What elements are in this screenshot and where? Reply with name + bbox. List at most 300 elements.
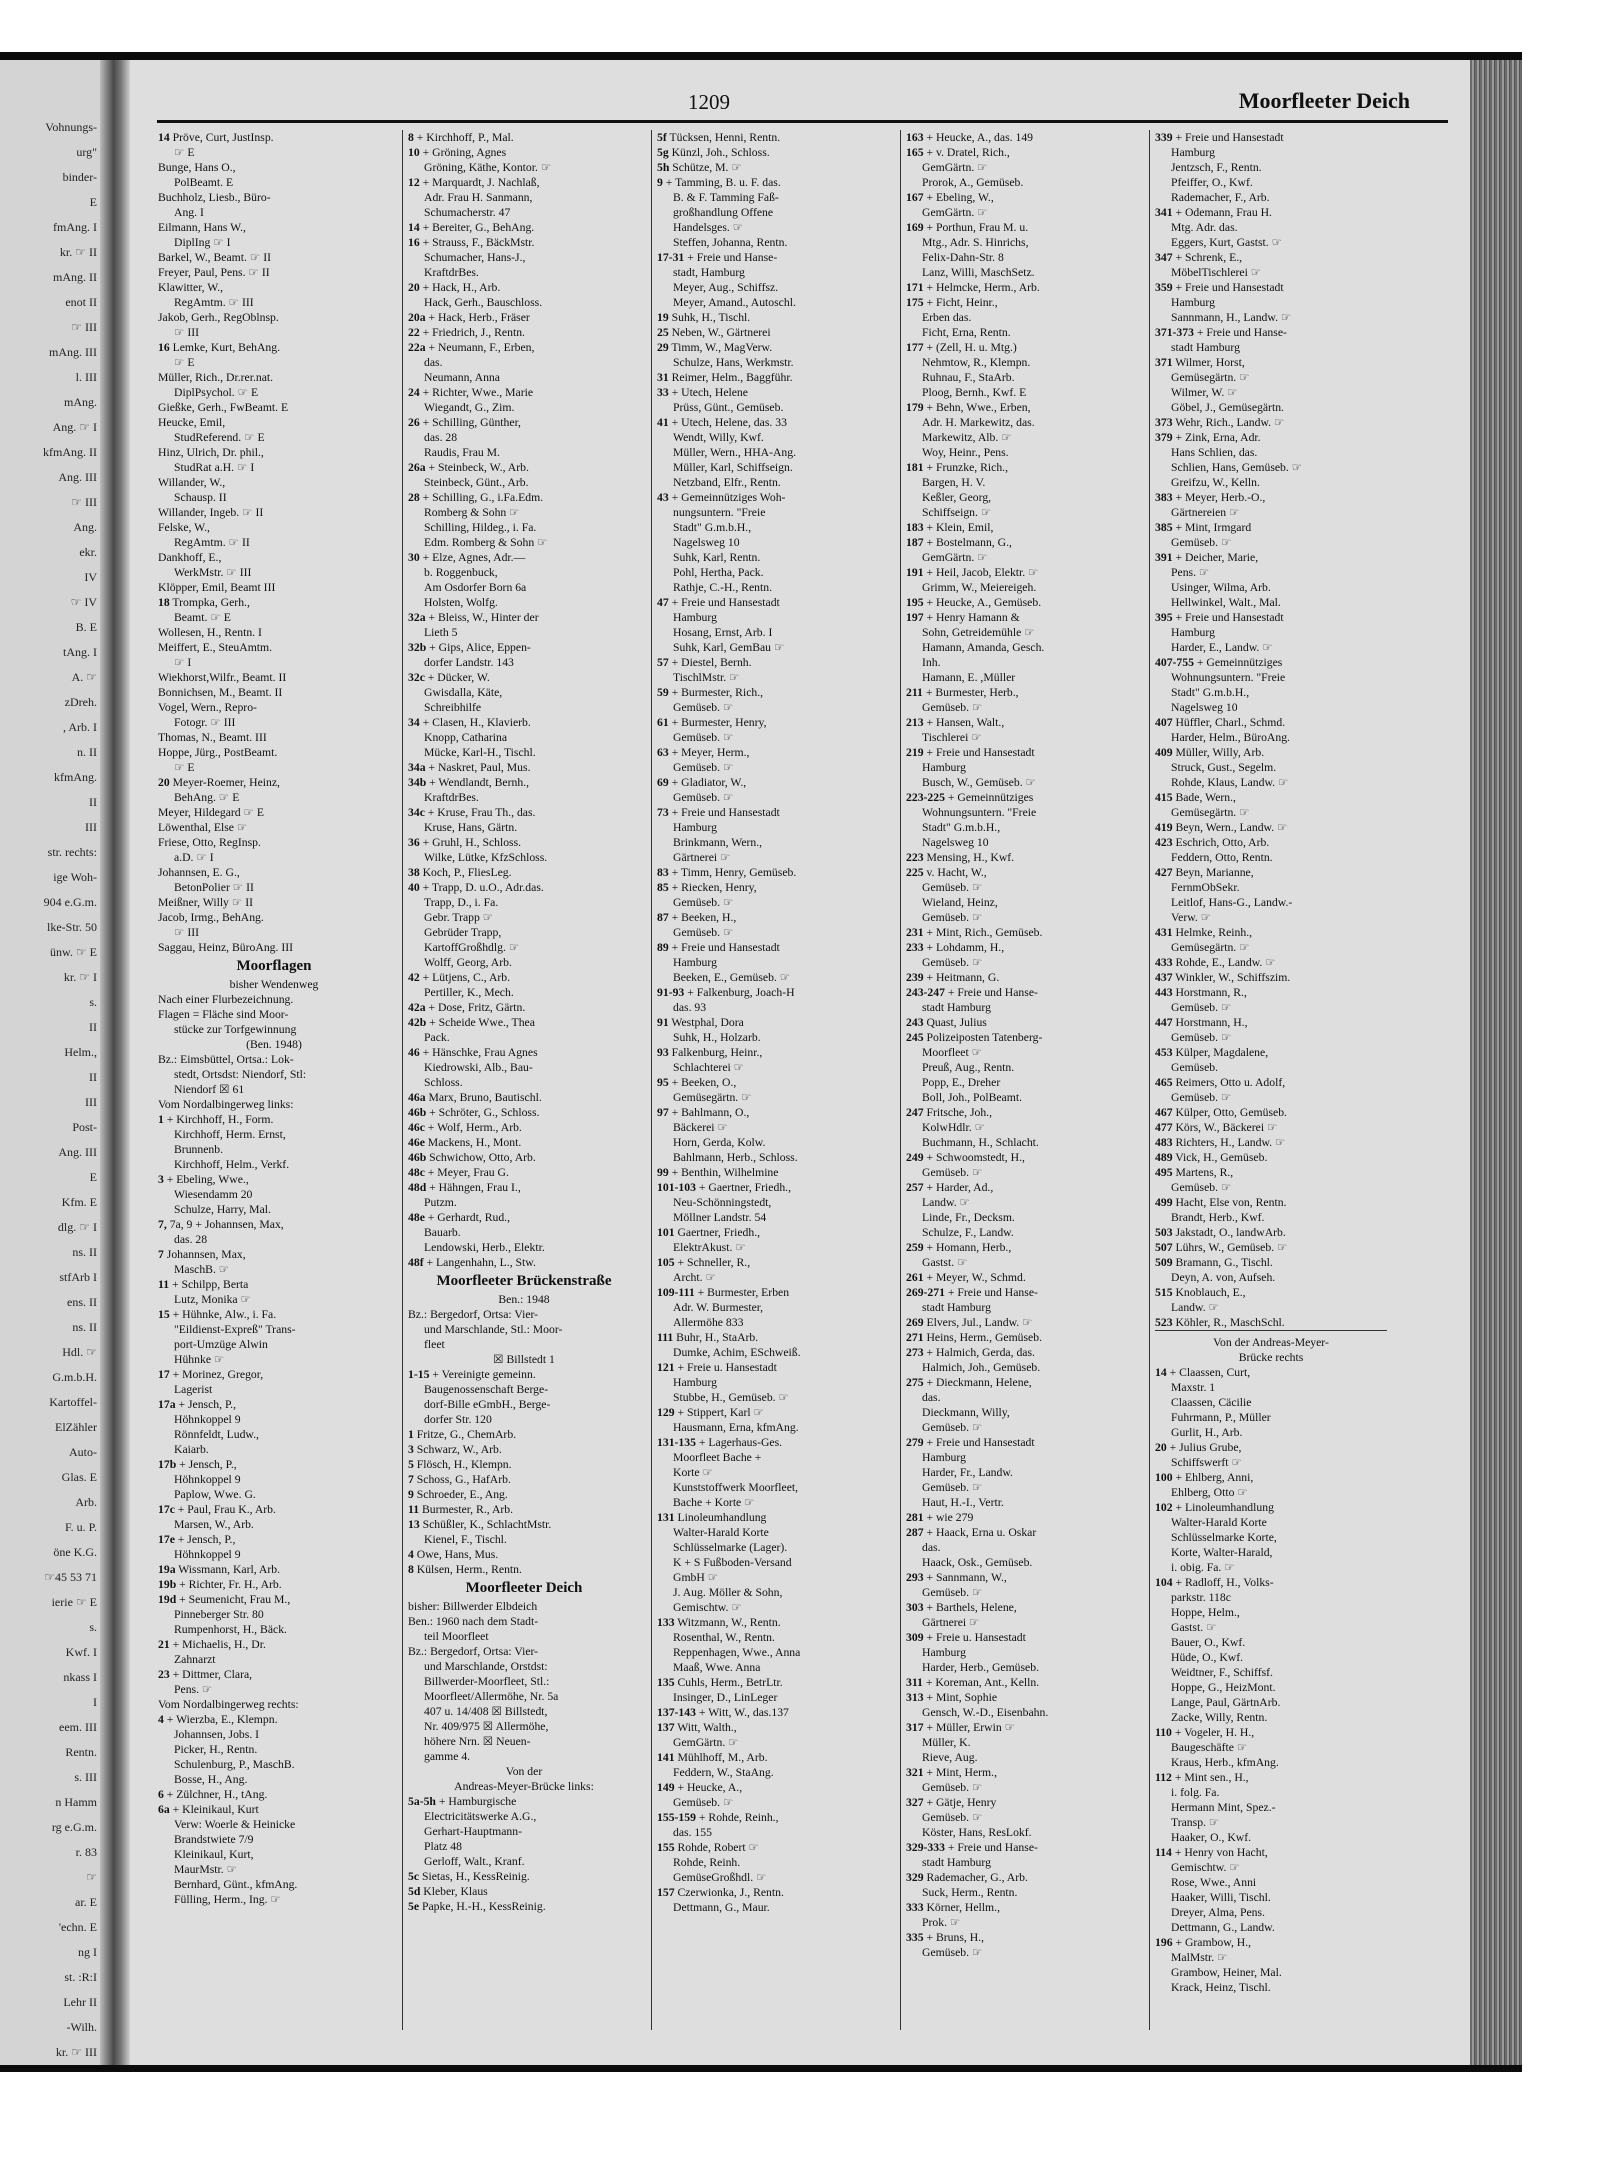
house-number-entry: 14 + Bereiter, G., BehAng. [408,221,535,234]
house-number-entry: 507 Lührs, W., Gemüseb. ☞ [1155,1241,1288,1254]
resident-entry: Gemüseb. ☞ [1171,1001,1232,1014]
resident-entry: Müller, Wern., HHA-Ang. [673,446,797,459]
house-number-entry: Willander, Ingeb. ☞ II [158,506,264,519]
house-number-entry: 523 Köhler, R., MaschSchl. [1155,1316,1285,1329]
resident-entry: Gemüseb. ☞ [673,1796,734,1809]
resident-entry: Schlüsselmarke (Lager). [673,1541,788,1554]
resident-entry: Brandt, Herb., Kwf. [1171,1211,1265,1224]
resident-entry: Linde, Fr., Decksm. [922,1211,1015,1224]
house-number-entry: Johannsen, E. G., [158,866,240,879]
left-page-text-fragment: Lehr II [63,1995,97,2009]
header-rule [157,120,1448,123]
left-page-text-fragment: Ang. [73,520,97,534]
resident-entry: Maxstr. 1 [1171,1381,1216,1394]
house-number-entry: Ben.: 1960 nach dem Stadt- [408,1615,539,1628]
resident-entry: KolwHdlr. ☞ [922,1121,986,1134]
resident-entry: Hühnke ☞ [174,1353,225,1366]
street-heading: Moorflagen [236,958,312,974]
house-number-entry: 137-143 + Witt, W., das.137 [657,1706,789,1719]
house-number-entry: 32a + Bleiss, W., Hinter der [408,611,539,624]
resident-entry: Kruse, Hans, Gärtn. [424,821,518,834]
house-number-entry: 34c + Kruse, Frau Th., das. [408,806,536,819]
resident-entry: Bauer, O., Kwf. [1171,1636,1246,1649]
house-number-entry: 46e Mackens, H., Mont. [408,1136,522,1149]
house-number-entry: Buchholz, Liesb., Büro- [158,191,271,204]
house-number-entry: 233 + Lohdamm, H., [906,941,1005,954]
resident-entry: stadt Hamburg [1171,341,1240,354]
left-page-text-fragment: n. II [77,745,97,759]
house-number-entry: 409 Müller, Willy, Arb. [1155,746,1265,759]
house-number-entry: 17 + Morinez, Gregor, [158,1368,264,1381]
house-number-entry: 89 + Freie und Hansestadt [657,941,780,954]
house-number-entry: 5a-5h + Hamburgische [408,1795,517,1808]
house-number-entry: 137 Witt, Walth., [657,1721,737,1734]
house-number-entry: Bz.: Bergedorf, Ortsa: Vier- [408,1308,539,1321]
left-page-text-fragment: kfmAng. [54,770,97,784]
resident-entry: Gärtnerei ☞ [922,1616,980,1629]
directory-column-5 [1155,130,1387,1995]
house-number-entry: 141 Mühlhoff, M., Arb. [657,1751,768,1764]
resident-entry: das. 28 [424,431,458,444]
resident-entry: Schulenburg, P., MaschB. [174,1758,295,1771]
house-number-entry: 102 + Linoleumhandlung [1155,1501,1274,1514]
house-number-entry: Hoppe, Jürg., PostBeamt. [158,746,278,759]
resident-entry: Verw. ☞ [1171,911,1212,924]
resident-entry: Picker, H., Rentn. [174,1743,258,1756]
house-number-entry: 131 Linoleumhandlung [657,1511,767,1524]
resident-entry: Kirchhoff, Herm. Ernst, [174,1128,286,1141]
house-number-entry: 121 + Freie u. Hansestadt [657,1361,777,1374]
resident-entry: ☞ III [174,926,200,939]
house-number-entry: 379 + Zink, Erna, Adr. [1155,431,1261,444]
left-page-text-fragment: ns. II [72,1245,97,1259]
house-number-entry: 181 + Frunzke, Rich., [906,461,1009,474]
resident-entry: großhandlung Offene [673,206,774,219]
house-number-entry: 333 Körner, Hellm., [906,1901,1000,1914]
house-number-entry: 309 + Freie u. Hansestadt [906,1631,1026,1644]
house-number-entry: 34 + Clasen, H., Klavierb. [408,716,531,729]
page-edge-stack [1470,60,1522,2065]
resident-entry: Beeken, E., Gemüseb. ☞ [673,971,791,984]
house-number-entry: 8 Külsen, Herm., Rentn. [408,1563,522,1576]
house-number-entry: 73 + Freie und Hansestadt [657,806,780,819]
resident-entry: Kirchhoff, Helm., Verkf. [174,1158,290,1171]
resident-entry: Johannsen, Jobs. I [174,1728,260,1741]
resident-entry: Höhnkoppel 9 [174,1413,241,1426]
resident-entry: StudReferend. ☞ E [174,431,265,444]
house-number-entry: 25 Neben, W., Gärtnerei [657,326,771,339]
house-number-entry: 28 + Schilling, G., i.Fa.Edm. [408,491,544,504]
house-number-entry: Willander, W., [158,476,226,489]
directory-column-4 [906,130,1138,1960]
resident-entry: dorfer Str. 120 [424,1413,492,1426]
resident-entry: Billwerder-Moorfleet, Stl.: [424,1675,550,1688]
house-number-entry: 9 + Tamming, B. u. F. das. [657,176,781,189]
house-number-entry: 34a + Naskret, Paul, Mus. [408,761,531,774]
resident-entry: Gemüsegärtn. ☞ [1171,941,1250,954]
house-number-entry: 219 + Freie und Hansestadt [906,746,1035,759]
house-number-entry: 46 + Hänschke, Frau Agnes [408,1046,538,1059]
resident-entry: Raudis, Frau M. [424,446,500,459]
left-page-text-fragment: nkass I [63,1670,97,1684]
left-page-text-fragment: ☞45 53 71 [44,1570,97,1584]
resident-entry: Rose, Wwe., Anni [1171,1876,1257,1889]
left-page-text-fragment: binder- [62,170,97,184]
resident-entry: Landw. ☞ [1171,1301,1220,1314]
resident-entry: Feddern, Otto, Rentn. [1171,851,1273,864]
resident-entry: Gastst. ☞ [922,1256,968,1269]
left-page-text-fragment: III [85,820,97,834]
resident-entry: Maaß, Wwe. Anna [673,1661,761,1674]
resident-entry: Dumke, Achim, ESchweiß. [673,1346,801,1359]
house-number-entry: 57 + Diestel, Bernh. [657,656,752,669]
resident-entry: fleet [424,1338,445,1351]
resident-entry: Grimm, W., Meiereigeh. [922,581,1037,594]
left-page-text-fragment: ekr. [79,545,97,559]
house-number-entry: 15 + Hühnke, Alw., i. Fa. [158,1308,277,1321]
resident-entry: Hermann Mint, Spez.- [1171,1801,1276,1814]
left-page-text-fragment: ige Woh- [53,870,97,884]
house-number-entry: 245 Polizeiposten Tatenberg- [906,1031,1043,1044]
house-number-entry: 371 Wilmer, Horst, [1155,356,1245,369]
resident-entry: das. 155 [673,1826,712,1839]
house-number-entry: Felske, W., [158,521,210,534]
left-page-text-fragment: Kartoffel- [49,1395,97,1409]
resident-entry: Weidtner, F., Schiffsf. [1171,1666,1273,1679]
left-page-text-fragment: Kfm. E [61,1195,97,1209]
house-number-entry: 22a + Neumann, F., Erben, [408,341,535,354]
house-number-entry: 17-31 + Freie und Hanse- [657,251,778,264]
resident-entry: Schlien, Hans, Gemüseb. ☞ [1171,461,1303,474]
resident-entry: Gemüseb. ☞ [673,761,734,774]
resident-entry: Gemüseb. ☞ [673,926,734,939]
resident-entry: dorf-Bille eGmbH., Berge- [424,1398,551,1411]
resident-entry: Insinger, D., LinLeger [673,1691,778,1704]
resident-entry: Suhk, H., Holzarb. [673,1031,761,1044]
street-heading: Moorfleeter Brückenstraße [436,1273,612,1289]
resident-entry: Schulze, F., Landw. [922,1226,1014,1239]
house-number-entry: 16 Lemke, Kurt, BehAng. [158,341,281,354]
resident-entry: Struck, Gust., Segelm. [1171,761,1277,774]
left-page-text-fragment: ar. E [75,1895,97,1909]
house-number-entry: 3 Schwarz, W., Arb. [408,1443,502,1456]
resident-entry: Lagerist [174,1383,213,1396]
left-page-text-fragment: , Arb. I [63,720,97,734]
resident-entry: Nr. 409/975 ☒ Allermöhe, [424,1720,549,1733]
left-page-text-fragment: mAng. III [49,345,97,359]
left-page-text-fragment: mAng. [64,395,97,409]
house-number-entry: 5f Tücksen, Henni, Rentn. [657,131,781,144]
resident-entry: Marsen, W., Arb. [174,1518,254,1531]
house-number-entry: 359 + Freie und Hansestadt [1155,281,1284,294]
resident-entry: Moorfleet ☞ [922,1046,983,1059]
resident-entry: Adr. Frau H. Sanmann, [424,191,533,204]
house-number-entry: Dankhoff, E., [158,551,222,564]
resident-entry: Walter-Harald Korte [673,1526,769,1539]
house-number-entry: 287 + Haack, Erna u. Oskar [906,1526,1037,1539]
resident-entry: stadt, Hamburg [673,266,745,279]
resident-entry: Gemüseb. ☞ [1171,1181,1232,1194]
left-page-text-fragment: Post- [72,1120,97,1134]
house-number-entry: 101-103 + Gaertner, Friedh., [657,1181,792,1194]
house-number-entry: 269-271 + Freie und Hanse- [906,1286,1038,1299]
house-number-entry: bisher: Billwerder Elbdeich [408,1600,538,1613]
resident-entry: Pens. ☞ [1171,566,1210,579]
house-number-entry: 329 Rademacher, G., Arb. [906,1871,1028,1884]
resident-entry: Bosse, H., Ang. [174,1773,248,1786]
resident-entry: Nagelsweg 10 [1171,701,1238,714]
house-number-entry: 17e + Jensch, P., [158,1533,236,1546]
resident-entry: Nagelsweg 10 [922,836,989,849]
resident-entry: MaschB. ☞ [174,1263,230,1276]
house-number-entry: 91-93 + Falkenburg, Joach-H [657,986,795,999]
resident-entry: Busch, W., Gemüseb. ☞ [922,776,1037,789]
left-page-text-fragment: Ang. III [58,470,97,484]
house-number-entry: 69 + Gladiator, W., [657,776,747,789]
left-page-text-fragment: I [93,1695,97,1709]
left-page-text-fragment: Ang. III [58,1145,97,1159]
column-divider [1149,130,1150,2030]
resident-entry: Haaker, Willi, Tischl. [1171,1891,1271,1904]
house-number-entry: 22 + Friedrich, J., Rentn. [408,326,525,339]
resident-entry: Eggers, Kurt, Gastst. ☞ [1171,236,1283,249]
house-number-entry: 34b + Wendlandt, Bernh., [408,776,530,789]
house-number-entry: 196 + Grambow, H., [1155,1936,1252,1949]
resident-entry: Boll, Joh., PolBeamt. [922,1091,1023,1104]
resident-entry: WerkMstr. ☞ III [174,566,252,579]
resident-entry: das. [922,1541,941,1554]
resident-entry: Gärtnereien ☞ [1171,506,1240,519]
resident-entry: Deyn, A. von, Aufseh. [1171,1271,1276,1284]
resident-entry: FernmObSekr. [1171,881,1240,894]
resident-entry: Dieckmann, Willy, [922,1406,1010,1419]
house-number-entry: Eilmann, Hans W., [158,221,246,234]
resident-entry: Electricitätswerke A.G., [424,1810,537,1823]
resident-entry: Mtg., Adr. S. Hinrichs, [922,236,1029,249]
house-number-entry: 329-333 + Freie und Hanse- [906,1841,1038,1854]
resident-entry: Fülling, Herm., Ing. ☞ [174,1893,281,1906]
resident-entry: GemGärtn. ☞ [673,1736,739,1749]
house-number-entry: Klöpper, Emil, Beamt III [158,581,276,594]
resident-entry: GemGärtn. ☞ [922,551,988,564]
house-number-entry: 131-135 + Lagerhaus-Ges. [657,1436,783,1449]
resident-entry: Rathje, C.-H., Rentn. [673,581,773,594]
resident-entry: Gerloff, Walt., Kranf. [424,1855,525,1868]
resident-entry: Transp. ☞ [1171,1816,1220,1829]
resident-entry: Claassen, Cäcilie [1171,1396,1252,1409]
resident-entry: Steinbeck, Günt., Arb. [424,476,529,489]
book-gutter [100,60,130,2065]
resident-entry: Gemüseb. ☞ [922,1421,983,1434]
resident-entry: Pertiller, K., Mech. [424,986,514,999]
resident-entry: und Marschlande, Orstdst: [424,1660,548,1673]
street-note: Ben.: 1948 [498,1293,550,1306]
resident-entry: b. Roggenbuck, [424,566,498,579]
left-page-text-fragment: mAng. II [53,270,97,284]
resident-entry: Möllner Landstr. 54 [673,1211,767,1224]
resident-entry: Gastst. ☞ [1171,1621,1217,1634]
resident-entry: Pohl, Hertha, Pack. [673,566,764,579]
house-number-entry: 12 + Marquardt, J. Nachlaß, [408,176,540,189]
resident-entry: Feddern, W., StaAng. [673,1766,774,1779]
resident-entry: Tischlerei ☞ [922,731,982,744]
street-note: (Ben. 1948) [246,1038,302,1051]
house-number-entry: 281 + wie 279 [906,1511,974,1524]
left-page-text-fragment: Ang. ☞ I [52,420,97,434]
house-number-entry: 273 + Halmich, Gerda, das. [906,1346,1035,1359]
resident-entry: Bache + Korte ☞ [673,1496,755,1509]
house-number-entry: 419 Beyn, Wern., Landw. ☞ [1155,821,1288,834]
house-number-entry: 21 + Michaelis, H., Dr. [158,1638,266,1651]
left-page-text-fragment: ens. II [67,1295,97,1309]
resident-entry: Dettmann, G., Landw. [1171,1921,1275,1934]
left-page-text-fragment: lke-Str. 50 [47,920,97,934]
house-number-entry: 13 Schüßler, K., SchlachtMstr. [408,1518,552,1531]
resident-entry: GemüseGroßhdl. ☞ [673,1871,767,1884]
house-number-entry: 169 + Porthun, Frau M. u. [906,221,1029,234]
left-page-text-fragment: -Wilh. [66,2020,97,2034]
house-number-entry: 42 + Lütjens, C., Arb. [408,971,511,984]
house-number-entry: 177 + (Zell, H. u. Mtg.) [906,341,1017,354]
resident-entry: Greifzu, W., Kelln. [1171,476,1260,489]
resident-entry: Hamann, Amanda, Gesch. [922,641,1045,654]
house-number-entry: 101 Gaertner, Friedh., [657,1226,761,1239]
resident-entry: ☞ I [174,656,192,669]
left-page-text-fragment: II [89,1020,97,1034]
resident-entry: Gemüseb. ☞ [922,1166,983,1179]
house-number-entry: 114 + Henry von Hacht, [1155,1846,1268,1859]
resident-entry: Ruhnau, F., StaArb. [922,371,1015,384]
resident-entry: Schlüsselmarke Korte, [1171,1531,1277,1544]
house-number-entry: 63 + Meyer, Herm., [657,746,750,759]
resident-entry: i. folg. Fa. [1171,1786,1220,1799]
house-number-entry: 7, 7a, 9 + Johannsen, Max, [158,1218,284,1231]
house-number-entry: 271 Heins, Herm., Gemüseb. [906,1331,1043,1344]
resident-entry: Fuhrmann, P., Müller [1171,1411,1271,1424]
resident-entry: Sohn, Getreidemühle ☞ [922,626,1035,639]
left-page-text-fragment: A. ☞ [71,670,97,684]
resident-entry: Suck, Herm., Rentn. [922,1886,1018,1899]
resident-entry: Gemüseb. [1171,1061,1219,1074]
house-number-entry: 97 + Bahlmann, O., [657,1106,750,1119]
resident-entry: Stadt" G.m.b.H., [922,821,1001,834]
resident-entry: Hamburg [922,1451,966,1464]
resident-entry: das. 93 [673,1001,707,1014]
house-number-entry: Bunge, Hans O., [158,161,236,174]
resident-entry: Hans Schlien, das. [1171,446,1258,459]
house-number-entry: 195 + Heucke, A., Gemüseb. [906,596,1042,609]
resident-entry: Schreibhilfe [424,701,482,714]
left-page-text-fragment: kr. ☞ II [59,245,97,259]
resident-entry: Bahlmann, Herb., Schloss. [673,1151,798,1164]
left-page-text-fragment: ElZähler [55,1420,97,1434]
resident-entry: Wiesendamm 20 [174,1188,253,1201]
resident-entry: Hamburg [1171,296,1215,309]
resident-entry: TischlMstr. ☞ [673,671,740,684]
house-number-entry: 61 + Burmester, Henry, [657,716,767,729]
resident-entry: Reppenhagen, Wwe., Anna [673,1646,801,1659]
house-number-entry: 347 + Schrenk, E., [1155,251,1243,264]
left-page-text-fragment: E [89,1170,97,1184]
left-page-text-fragment: s. [89,1620,97,1634]
resident-entry: Trapp, D., i. Fa. [424,896,499,909]
house-number-entry: Hinz, Ulrich, Dr. phil., [158,446,264,459]
directory-page [130,60,1470,2065]
house-number-entry: Meiffert, E., SteuAmtm. [158,641,273,654]
house-number-entry: 91 Westphal, Dora [657,1016,744,1029]
left-page-text-fragment: stfArb I [59,1270,97,1284]
resident-entry: Niendorf ☒ 61 [174,1083,245,1096]
house-number-entry: Flagen = Fläche sind Moor- [158,1008,289,1021]
resident-entry: Zacke, Willy, Rentn. [1171,1711,1268,1724]
resident-entry: Hamburg [673,1376,717,1389]
house-number-entry: 1 Fritze, G., ChemArb. [408,1428,517,1441]
house-number-entry: 32b + Gips, Alice, Eppen- [408,641,531,654]
house-number-entry: Löwenthal, Else ☞ [158,821,248,834]
resident-entry: Gemüseb. ☞ [1171,1091,1232,1104]
resident-entry: Hoppe, G., HeizMont. [1171,1681,1276,1694]
left-page-text-fragment: st. :R:I [64,1970,97,1984]
house-number-entry: 19b + Richter, Fr. H., Arb. [158,1578,282,1591]
resident-entry: Gröning, Käthe, Kontor. ☞ [424,161,552,174]
house-number-entry: 24 + Richter, Wwe., Marie [408,386,534,399]
street-heading: Moorfleeter Deich [465,1580,583,1596]
resident-entry: Pack. [424,1031,450,1044]
house-number-entry: 99 + Benthin, Wilhelmine [657,1166,779,1179]
resident-entry: Mtg. Adr. das. [1171,221,1238,234]
resident-entry: i. obig. Fa. ☞ [1171,1561,1235,1574]
house-number-entry: 11 + Schilpp, Berta [158,1278,249,1291]
resident-entry: das. 28 [174,1233,208,1246]
resident-entry: ElektrAkust. ☞ [673,1241,746,1254]
house-number-entry: 503 Jakstadt, O., landwArb. [1155,1226,1286,1239]
house-number-entry: 157 Czerwionka, J., Rentn. [657,1886,784,1899]
house-number-entry: Meißner, Willy ☞ II [158,896,254,909]
resident-entry: Hellwinkel, Walt., Mal. [1171,596,1281,609]
house-number-entry: 385 + Mint, Irmgard [1155,521,1252,534]
resident-entry: ☞ E [174,146,195,159]
left-page-text-fragment: rg e.G.m. [51,1820,97,1834]
resident-entry: Hamburg [1171,626,1215,639]
resident-entry: GmbH ☞ [673,1571,719,1584]
house-number-entry: 46b + Schröter, G., Schloss. [408,1106,540,1119]
resident-entry: Schiffseign. ☞ [922,506,992,519]
resident-entry: Jentzsch, F., Rentn. [1171,161,1262,174]
resident-entry: Horn, Gerda, Kolw. [673,1136,766,1149]
left-page-text-fragment: ☞ IV [70,595,97,609]
resident-entry: stedt, Ortsdst: Niendorf, Stl: [174,1068,307,1081]
house-number-entry: 105 + Schneller, R., [657,1256,751,1269]
left-page-text-fragment: IV [84,570,97,584]
directory-column-1 [158,130,390,1907]
resident-entry: Paplow, Wwe. G. [174,1488,256,1501]
resident-entry: Stadt" G.m.b.H., [673,521,752,534]
house-number-entry: 16 + Strauss, F., BäckMstr. [408,236,535,249]
resident-entry: Woy, Heinr., Pens. [922,446,1009,459]
left-page-text-fragment: II [89,1070,97,1084]
resident-entry: Gensch, W.-D., Eisenbahn. [922,1706,1049,1719]
resident-entry: Verw: Woerle & Heinicke [174,1818,296,1831]
house-number-entry: 14 + Claassen, Curt, [1155,1366,1251,1379]
house-number-entry: 467 Külper, Otto, Gemüseb. [1155,1106,1287,1119]
resident-entry: Rönnfeldt, Ludw., [174,1428,259,1441]
resident-entry: Wolff, Georg, Arb. [424,956,512,969]
resident-entry: Allermöhe 833 [673,1316,744,1329]
house-number-entry: Saggau, Heinz, BüroAng. III [158,941,294,954]
house-number-entry: 87 + Beeken, H., [657,911,737,924]
street-note: Von der [505,1765,543,1778]
resident-entry: Platz 48 [424,1840,462,1853]
